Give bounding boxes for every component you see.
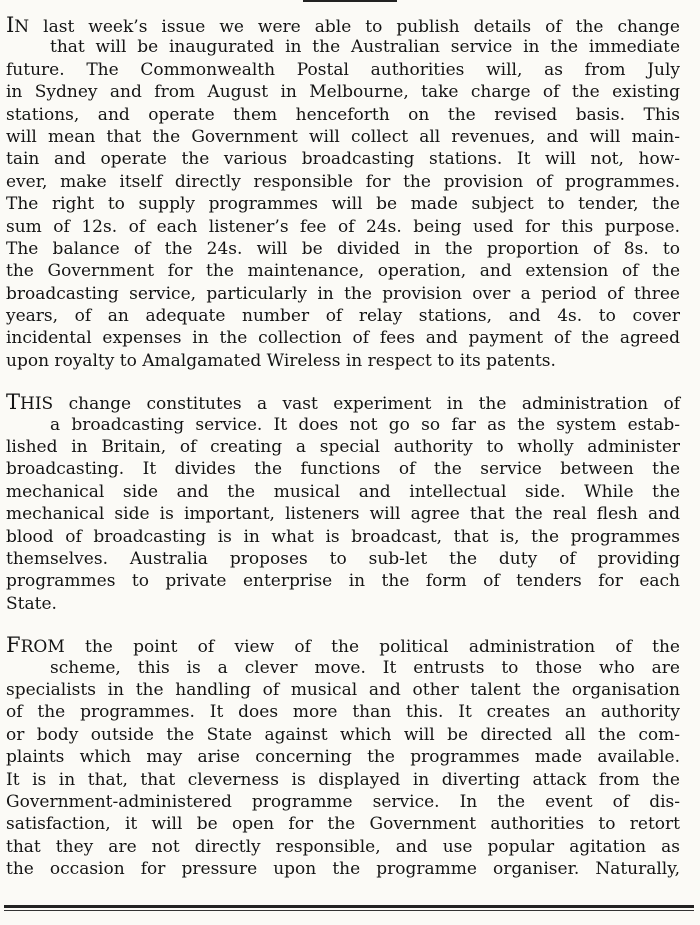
text-line: The right to supply programmes will be made subject to tender, the bbox=[6, 194, 680, 215]
text-line: broadcasting service, particularly in the provision over a period of three bbox=[6, 283, 680, 304]
text-line: years, of an adequate number of relay stations, and 4s. to cover bbox=[6, 306, 680, 327]
article-column bbox=[6, 14, 680, 880]
text-line: THIS change constitutes a vast experiment in the administration of bbox=[6, 390, 680, 415]
dropcap: F bbox=[6, 633, 21, 658]
text-line: scheme, this is a clever move. It entrusts to those who are bbox=[50, 657, 680, 678]
text-line: that they are not directly responsible, and use popular agitation as bbox=[6, 836, 680, 857]
text-line: programmes to private enterprise in the form of tenders for each bbox=[6, 571, 680, 592]
text-line: tain and operate the various broadcasting stations. It will not, how- bbox=[6, 149, 680, 170]
text-line: FROM the point of view of the political administration of the bbox=[6, 633, 680, 658]
paragraph-3 bbox=[6, 634, 680, 880]
text-line: lished in Britain, of creating a special authority to wholly administer bbox=[6, 437, 680, 458]
text-line: or body outside the State against which will be directed all the com- bbox=[6, 724, 680, 745]
text-line: broadcasting. It divides the functions of the service between the bbox=[6, 459, 680, 480]
text-line: blood of broadcasting is in what is broadcast, that is, the programmes bbox=[6, 526, 680, 547]
paragraph-2 bbox=[6, 391, 680, 615]
text-line: the occasion for pressure upon the programme organiser. Naturally, bbox=[6, 859, 680, 880]
text-line: It is in that, that cleverness is displayed in diverting attack from the bbox=[6, 769, 680, 790]
text-line: Government-administered programme service. In the event of dis- bbox=[6, 791, 680, 812]
text-line: mechanical side is important, listeners will agree that the real flesh and bbox=[6, 504, 680, 525]
text-line: stations, and operate them henceforth on the revised basis. This bbox=[6, 104, 680, 125]
text-line: mechanical side and the musical and intellectual side. While the bbox=[6, 481, 680, 502]
text-line: ever, make itself directly responsible for the provision of programmes. bbox=[6, 171, 680, 192]
text-line: that will be inaugurated in the Australian service in the immediate bbox=[50, 37, 680, 58]
text-line: The balance of the 24s. will be divided in the proportion of 8s. to bbox=[6, 238, 680, 259]
top-rule bbox=[303, 0, 397, 2]
rule-thick bbox=[4, 905, 694, 908]
text-line: State. bbox=[6, 593, 57, 614]
text-line: IN last week’s issue we were able to publish details of the change bbox=[6, 13, 680, 37]
text-line: specialists in the handling of musical and other talent the organisation bbox=[6, 679, 680, 700]
text-line: future. The Commonwealth Postal authorities will, as from July bbox=[6, 59, 680, 80]
dropcap: I bbox=[6, 13, 15, 37]
text-line: in Sydney and from August in Melbourne, take charge of the existing bbox=[6, 82, 680, 103]
text-line: sum of 12s. of each listener’s fee of 24s. being used for this purpose. bbox=[6, 216, 680, 237]
text-line: of the programmes. It does more than this. It creates an authority bbox=[6, 702, 680, 723]
bottom-rule bbox=[4, 905, 694, 911]
text-line: will mean that the Government will collect all revenues, and will main- bbox=[6, 126, 680, 147]
text-line: the Government for the maintenance, operation, and extension of the bbox=[6, 261, 680, 282]
text-line: themselves. Australia proposes to sub-let the duty of providing bbox=[6, 548, 680, 569]
dropcap: T bbox=[6, 390, 21, 415]
text-line: plaints which may arise concerning the programmes made available. bbox=[6, 747, 680, 768]
rule-thin bbox=[4, 910, 694, 911]
text-line: satisfaction, it will be open for the Government authorities to retort bbox=[6, 814, 680, 835]
text-line: incidental expenses in the collection of fees and payment of the agreed bbox=[6, 328, 680, 349]
text-line: upon royalty to Amalgamated Wireless in respect to its patents. bbox=[6, 350, 556, 371]
paragraph-1 bbox=[6, 14, 680, 372]
text-line: a broadcasting service. It does not go so far as the system estab- bbox=[50, 414, 680, 435]
